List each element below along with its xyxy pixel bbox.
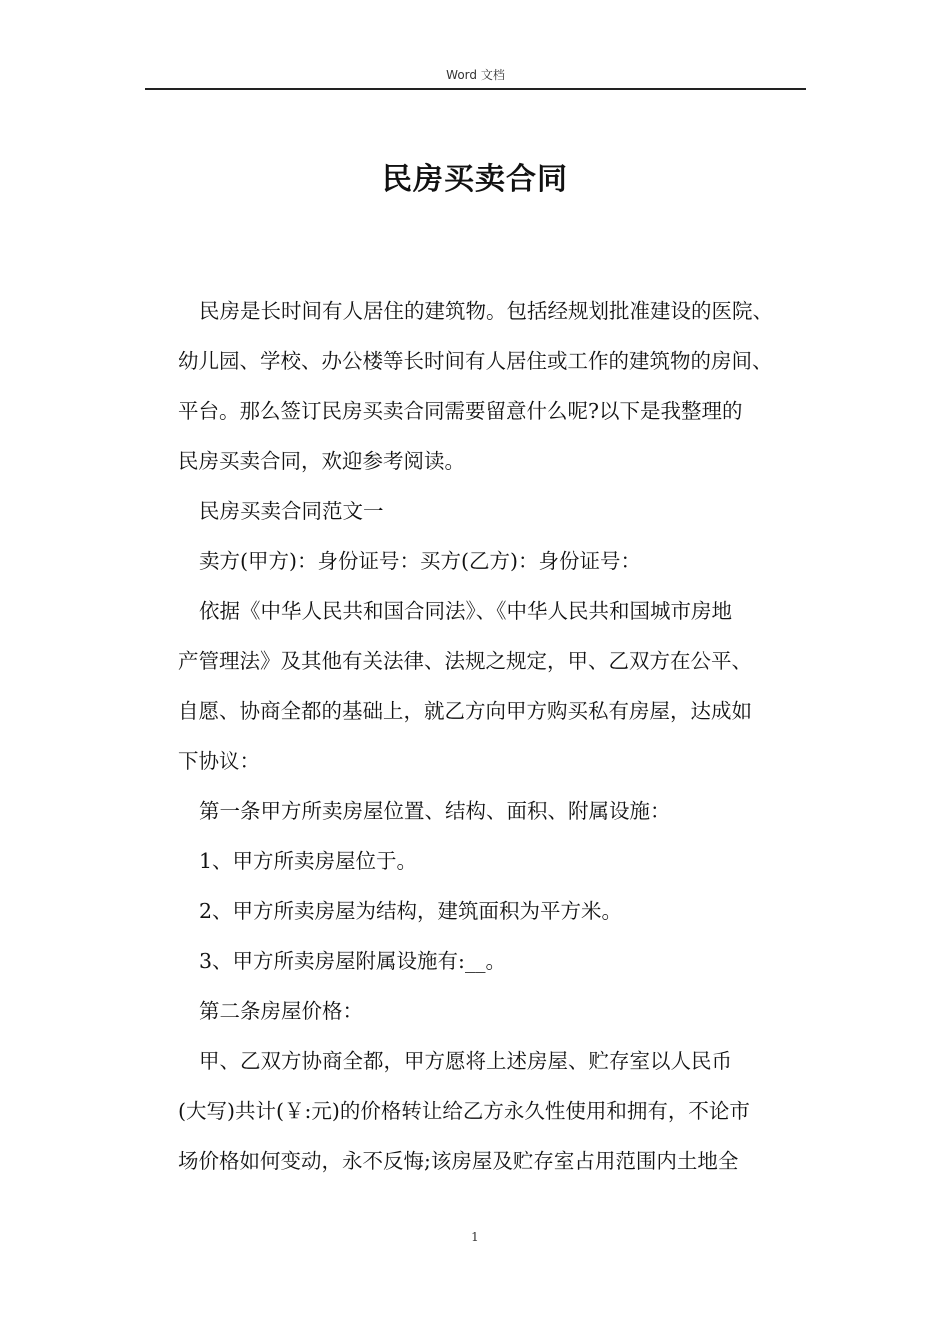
paragraph-line: 2、甲方所卖房屋为结构，建筑面积为平方米。: [199, 899, 623, 923]
paragraph-line: 产管理法》及其他有关法律、法规之规定，甲、乙双方在公平、: [178, 649, 752, 673]
paragraph-line: 下协议：: [178, 749, 260, 773]
paragraph-line: 自愿、协商全都的基础上，就乙方向甲方购买私有房屋，达成如: [178, 699, 752, 723]
page-header: [145, 66, 806, 90]
paragraph-line: 场价格如何变动，永不反悔;该房屋及贮存室占用范围内土地全: [178, 1149, 739, 1173]
paragraph-line: 平台。那么签订民房买卖合同需要留意什么呢?以下是我整理的: [178, 399, 743, 423]
header-label: Word 文档: [446, 68, 505, 82]
paragraph-line: 民房是长时间有人居住的建筑物。包括经规划批准建设的医院、: [199, 299, 773, 323]
paragraph-line: 甲、乙双方协商全都，甲方愿将上述房屋、贮存室以人民币: [199, 1049, 732, 1073]
paragraph-line: 3、甲方所卖房屋附属设施有:__。: [199, 949, 506, 973]
paragraph-line: 第二条房屋价格：: [199, 999, 363, 1023]
document-title: 民房买卖合同: [382, 162, 568, 197]
paragraph-line: 卖方(甲方)：身份证号：买方(乙方)：身份证号：: [199, 549, 641, 573]
document-body: [178, 286, 828, 1186]
paragraph-line: 1、甲方所卖房屋位于。: [199, 849, 418, 873]
paragraph-line: 依据《中华人民共和国合同法》、《中华人民共和国城市房地: [199, 599, 732, 623]
page-number: 1: [471, 1230, 479, 1244]
paragraph-line: 幼儿园、学校、办公楼等长时间有人居住或工作的建筑物的房间、: [178, 349, 773, 373]
paragraph-line: 民房买卖合同范文一: [199, 499, 384, 523]
paragraph-line: 民房买卖合同，欢迎参考阅读。: [178, 449, 465, 473]
paragraph-line: (大写)共计(￥:元)的价格转让给乙方永久性使用和拥有，不论市: [178, 1099, 750, 1123]
paragraph-line: 第一条甲方所卖房屋位置、结构、面积、附属设施：: [199, 799, 671, 823]
